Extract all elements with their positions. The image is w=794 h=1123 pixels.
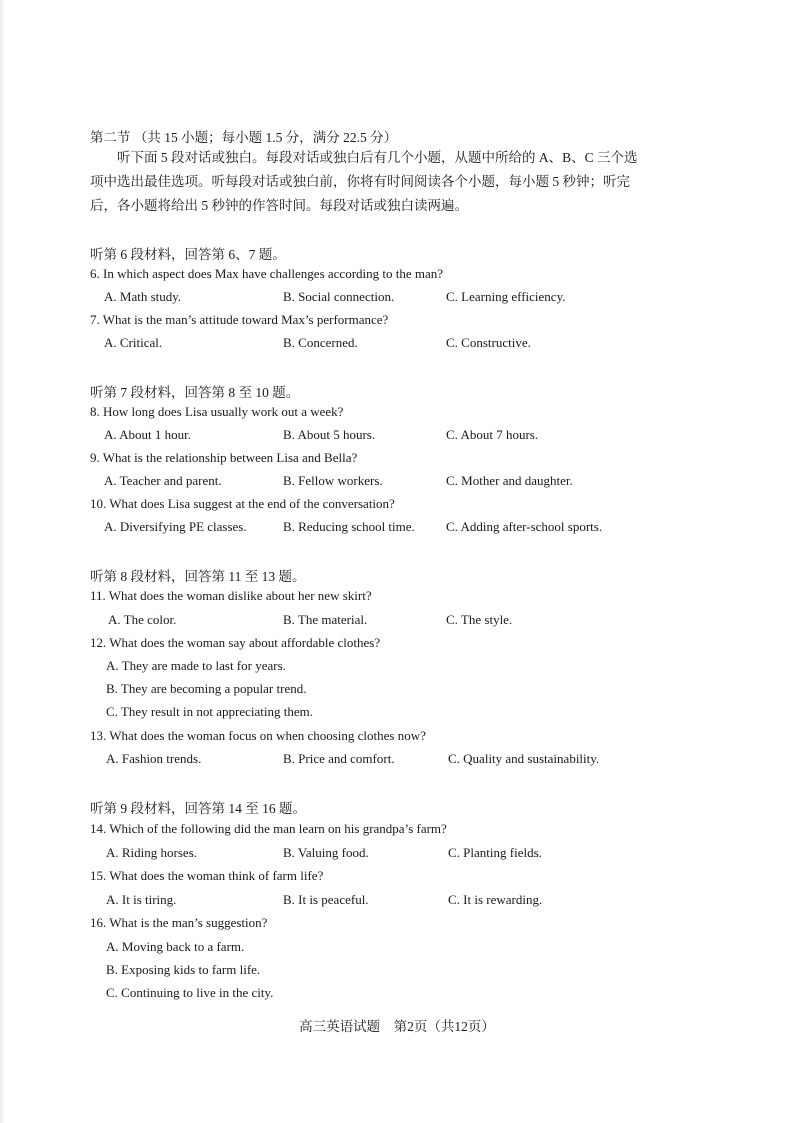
- instructions-line-2: 项中选出最佳选项。听每段对话或独白前，你将有时间阅读各个小题，每小题 5 秒钟；听完: [90, 174, 630, 189]
- question-11-option-b: B. The material.: [283, 612, 368, 627]
- section-title: 第二节 （共 15 小题；每小题 1.5 分，满分 22.5 分）: [90, 130, 398, 145]
- question-9-option-c: C. Mother and daughter.: [446, 473, 573, 488]
- group-heading-8: 听第 8 段材料，回答第 11 至 13 题。: [90, 569, 306, 584]
- question-7-option-b: B. Concerned.: [283, 335, 358, 350]
- question-8-stem: 8. How long does Lisa usually work out a week?: [90, 404, 344, 419]
- question-8-option-a: A. About 1 hour.: [104, 427, 192, 442]
- question-6-option-a: A. Math study.: [104, 289, 182, 304]
- instructions-line-1: 听下面 5 段对话或独白。每段对话或独白后有几个小题，从题中所给的 A、B、C 三个选: [90, 150, 638, 165]
- question-14-stem: 14. Which of the following did the man learn on his grandpa’s farm?: [90, 821, 447, 836]
- question-13-option-c: C. Quality and sustainability.: [448, 751, 600, 766]
- question-14-option-a: A. Riding horses.: [106, 845, 197, 860]
- question-7-option-c: C. Constructive.: [446, 335, 531, 350]
- page-footer: 高三英语试题 第2页（共12页）: [299, 1019, 495, 1034]
- question-7-stem: 7. What is the man’s attitude toward Max’s performance?: [90, 312, 389, 327]
- question-12-option-c: C. They result in not appreciating them.: [106, 704, 313, 719]
- question-10-option-c: C. Adding after-school sports.: [446, 519, 603, 534]
- question-10-option-b: B. Reducing school time.: [283, 519, 415, 534]
- question-12-stem: 12. What does the woman say about affordable clothes?: [90, 635, 381, 650]
- question-9-option-a: A. Teacher and parent.: [104, 473, 222, 488]
- question-14-option-c: C. Planting fields.: [448, 845, 542, 860]
- instructions-line-3: 后，各小题将给出 5 秒钟的作答时间。每段对话或独白读两遍。: [90, 198, 468, 213]
- group-heading-9: 听第 9 段材料，回答第 14 至 16 题。: [90, 801, 306, 816]
- question-15-option-c: C. It is rewarding.: [448, 892, 543, 907]
- question-11-option-c: C. The style.: [446, 612, 513, 627]
- question-6-option-c: C. Learning efficiency.: [446, 289, 566, 304]
- question-15-option-a: A. It is tiring.: [106, 892, 177, 907]
- question-12-option-b: B. They are becoming a popular trend.: [106, 681, 307, 696]
- question-16-option-c: C. Continuing to live in the city.: [106, 985, 274, 1000]
- question-9-stem: 9. What is the relationship between Lisa and Bella?: [90, 450, 358, 465]
- question-7-option-a: A. Critical.: [104, 335, 163, 350]
- question-8-option-c: C. About 7 hours.: [446, 427, 539, 442]
- group-heading-7: 听第 7 段材料，回答第 8 至 10 题。: [90, 385, 300, 400]
- question-15-option-b: B. It is peaceful.: [283, 892, 369, 907]
- question-13-option-a: A. Fashion trends.: [106, 751, 202, 766]
- question-10-stem: 10. What does Lisa suggest at the end of the conversation?: [90, 496, 395, 511]
- question-8-option-b: B. About 5 hours.: [283, 427, 376, 442]
- question-6-option-b: B. Social connection.: [283, 289, 395, 304]
- question-13-option-b: B. Price and comfort.: [283, 751, 395, 766]
- question-16-option-a: A. Moving back to a farm.: [106, 939, 245, 954]
- question-16-option-b: B. Exposing kids to farm life.: [106, 962, 261, 977]
- question-9-option-b: B. Fellow workers.: [283, 473, 383, 488]
- group-heading-6: 听第 6 段材料，回答第 6、7 题。: [90, 247, 286, 262]
- question-6-stem: 6. In which aspect does Max have challenges according to the man?: [90, 266, 444, 281]
- question-10-option-a: A. Diversifying PE classes.: [104, 519, 247, 534]
- question-11-option-a: A. The color.: [108, 612, 177, 627]
- question-16-stem: 16. What is the man’s suggestion?: [90, 915, 268, 930]
- question-12-option-a: A. They are made to last for years.: [106, 658, 286, 673]
- question-13-stem: 13. What does the woman focus on when choosing clothes now?: [90, 728, 426, 743]
- question-15-stem: 15. What does the woman think of farm life?: [90, 868, 324, 883]
- question-11-stem: 11. What does the woman dislike about her new skirt?: [90, 588, 372, 603]
- question-14-option-b: B. Valuing food.: [283, 845, 369, 860]
- scan-edge-shadow: [0, 0, 6, 1123]
